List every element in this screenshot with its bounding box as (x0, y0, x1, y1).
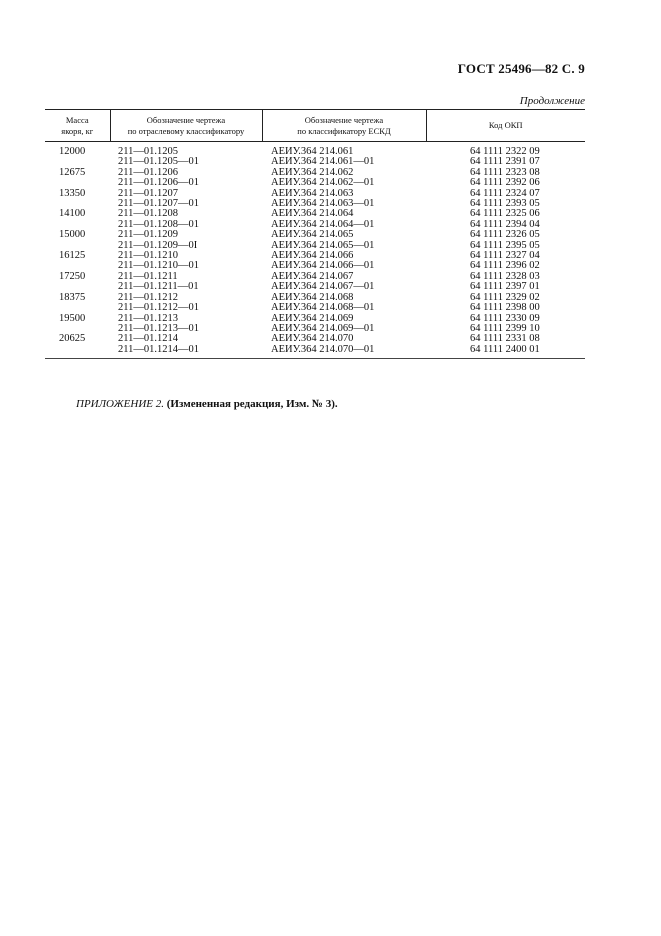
cell-mass (45, 303, 110, 313)
cell-drawing-branch: 211—01.1207 (118, 187, 178, 199)
cell-mass: 19500 (59, 312, 86, 324)
footnote-text: (Измененная редакция, Изм. № 3). (166, 398, 338, 410)
cell-drawing-eskd: АЕИУ.364 214.064 (271, 208, 354, 220)
cell-okp: 64 1111 2325 06 (470, 208, 540, 220)
cell-drawing-eskd: АЕИУ.364 214.062 (271, 166, 354, 178)
cell-drawing-branch: 211—01.1214—01 (110, 345, 262, 359)
cell-okp: 64 1111 2396 02 (470, 260, 540, 272)
cell-drawing-eskd: АЕИУ.364 214.068—01 (271, 302, 375, 314)
cell-drawing-branch: 211—01.1213 (118, 312, 178, 324)
cell-drawing-eskd: АЕИУ.364 214.067—01 (271, 281, 375, 293)
cell-drawing-eskd: АЕИУ.364 214.063—01 (271, 198, 375, 210)
anchor-table (45, 109, 585, 359)
cell-mass: 17250 (59, 270, 86, 282)
cell-drawing-eskd: АЕИУ.364 214.069 (271, 312, 354, 324)
cell-okp: 64 1111 2397 01 (470, 281, 540, 293)
cell-drawing-eskd: АЕИУ.364 214.064—01 (271, 218, 375, 230)
table-body (45, 142, 585, 359)
cell-okp: 64 1111 2394 04 (470, 218, 540, 230)
cell-okp: 64 1111 2327 04 (470, 250, 540, 262)
cell-mass: 18375 (59, 291, 86, 303)
cell-drawing-eskd: АЕИУ.364 214.066—01 (271, 260, 375, 272)
table-row (45, 345, 585, 359)
cell-drawing-branch: 211—01.1214 (118, 333, 178, 345)
cell-okp: 64 1111 2393 05 (470, 198, 540, 210)
cell-okp: 64 1111 2398 00 (470, 302, 540, 314)
cell-okp: 64 1111 2395 05 (470, 239, 540, 251)
cell-drawing-branch: 211—01.1207—01 (118, 198, 199, 210)
cell-okp: 64 1111 2391 07 (470, 156, 540, 168)
page-header: ГОСТ 25496—82 С. 9 (457, 61, 585, 76)
cell-drawing-eskd: АЕИУ.364 214.065 (271, 229, 354, 241)
cell-drawing-branch: 211—01.1211 (118, 270, 178, 282)
cell-mass: 13350 (59, 187, 86, 199)
cell-okp: 64 1111 2399 10 (470, 322, 540, 334)
cell-drawing-eskd: АЕИУ.364 214.070 (271, 333, 354, 345)
cell-drawing-eskd: АЕИУ.364 214.066 (271, 250, 354, 262)
cell-drawing-eskd: АЕИУ.364 214.070—01 (262, 345, 426, 359)
cell-mass: 16125 (59, 250, 86, 262)
footnote (76, 398, 338, 410)
cell-drawing-branch: 211—01.1212—01 (118, 302, 199, 314)
header-drawing-branch-line1: Обозначение чертежа (146, 114, 226, 125)
cell-drawing-eskd: АЕИУ.364 214.061—01 (271, 156, 375, 168)
cell-okp: 64 1111 2322 09 (470, 146, 540, 157)
header-drawing-eskd-line2: по классификатору ЕСКД (297, 125, 391, 136)
cell-drawing-branch: 211—01.1212 (118, 291, 178, 303)
cell-mass: 12675 (59, 166, 86, 178)
cell-okp: 64 1111 2326 05 (470, 229, 540, 241)
cell-drawing-branch: 211—01.1210 (118, 250, 178, 262)
header-drawing-branch (110, 110, 262, 142)
cell-okp: 64 1111 2328 03 (470, 270, 540, 282)
cell-drawing-branch: 211—01.1213—01 (118, 322, 199, 334)
cell-drawing-eskd: АЕИУ.364 214.067 (271, 270, 354, 282)
header-okp: Код ОКП (426, 110, 585, 142)
cell-drawing-branch: 211—01.1209 (118, 229, 178, 241)
cell-drawing-branch: 211—01.1206 (118, 166, 178, 178)
header-drawing-eskd-line1: Обозначение чертежа (304, 114, 384, 125)
cell-mass: 15000 (59, 229, 86, 241)
cell-okp: 64 1111 2330 09 (470, 312, 540, 324)
table-row (45, 142, 585, 158)
table-header-row (45, 110, 585, 142)
header-drawing-eskd (262, 110, 426, 142)
cell-okp: 64 1111 2400 01 (426, 345, 585, 359)
cell-drawing-eskd: АЕИУ.364 214.069—01 (271, 322, 375, 334)
cell-mass: 12000 (59, 146, 86, 157)
cell-drawing-branch: 211—01.1208 (118, 208, 178, 220)
cell-okp: 64 1111 2324 07 (470, 187, 540, 199)
cell-mass (45, 345, 110, 359)
cell-drawing-branch: 211—01.1205 (118, 146, 178, 157)
cell-drawing-eskd: АЕИУ.364 214.063 (271, 187, 354, 199)
cell-drawing-branch: 211—01.1211—01 (118, 281, 199, 293)
header-mass-line2: якоря, кг (61, 125, 94, 136)
cell-mass: 20625 (59, 333, 86, 345)
cell-okp: 64 1111 2392 06 (470, 177, 540, 189)
cell-mass: 14100 (59, 208, 86, 220)
cell-drawing-branch: 211—01.1209—0I (118, 239, 198, 251)
header-mass-line1: Масса (65, 114, 89, 125)
cell-drawing-eskd: АЕИУ.364 214.065—01 (271, 239, 375, 251)
cell-okp: 64 1111 2329 02 (470, 291, 540, 303)
header-drawing-branch-line2: по отраслевому классификатору (127, 125, 245, 136)
cell-drawing-branch: 211—01.1208—01 (118, 218, 199, 230)
cell-drawing-eskd: АЕИУ.364 214.061 (271, 146, 354, 157)
cell-okp: 64 1111 2331 08 (470, 333, 540, 345)
cell-drawing-branch: 211—01.1206—01 (118, 177, 199, 189)
footnote-label: ПРИЛОЖЕНИЕ 2. (76, 398, 164, 410)
continuation-label: Продолжение (519, 95, 585, 107)
cell-drawing-eskd: АЕИУ.364 214.062—01 (271, 177, 375, 189)
table-row (45, 303, 585, 313)
cell-drawing-eskd: АЕИУ.364 214.068 (271, 291, 354, 303)
header-mass (45, 110, 110, 142)
cell-drawing-branch: 211—01.1210—01 (118, 260, 199, 272)
cell-okp: 64 1111 2323 08 (470, 166, 540, 178)
cell-drawing-branch: 211—01.1205—01 (118, 156, 199, 168)
